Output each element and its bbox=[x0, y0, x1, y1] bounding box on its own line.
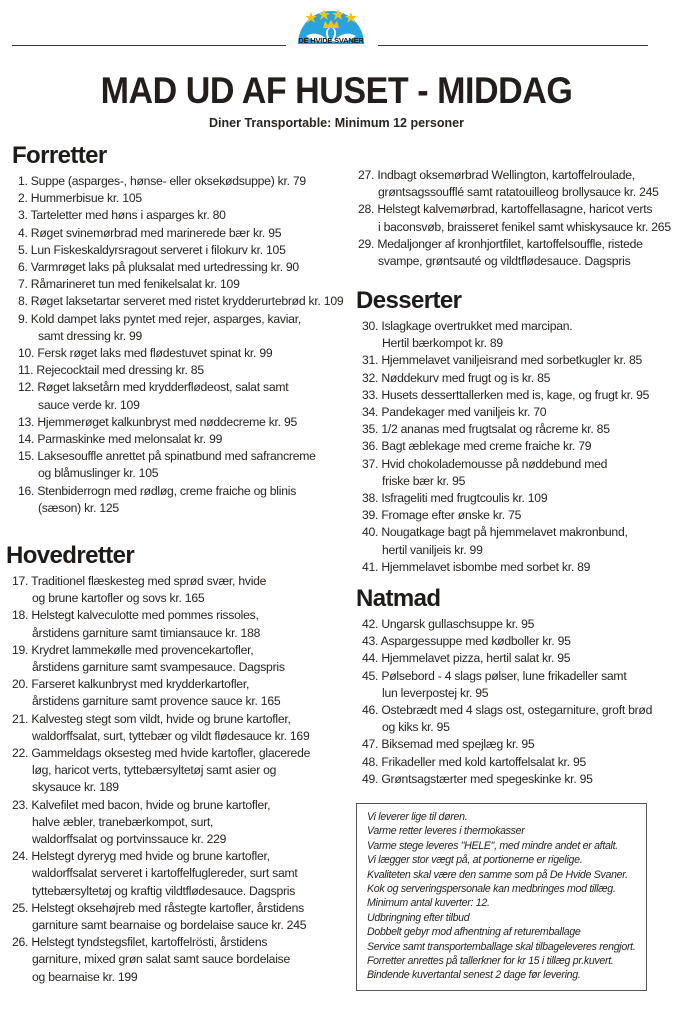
menu-item-continuation: skysauce kr. 189 bbox=[32, 780, 119, 795]
menu-item-continuation: lun leverpostej kr. 95 bbox=[382, 685, 489, 700]
menu-item bbox=[12, 573, 310, 607]
menu-item-text: 37. Hvid chokolademousse på nøddebund med bbox=[362, 456, 608, 471]
menu-item-text: 26. Helstegt tyndstegsfilet, kartoffelrösti, årstidens bbox=[12, 935, 268, 950]
menu-item bbox=[18, 311, 343, 345]
menu-item-continuation: halve æbler, tranebærkompot, surt, bbox=[32, 814, 214, 829]
menu-item-continuation: svampe, grøntsauté og vildtflødesauce. Dagspris bbox=[378, 254, 631, 269]
menu-item bbox=[12, 797, 310, 849]
menu-item-continuation: i baconsvøb, braisseret fenikel samt whiskysauce kr. 265 bbox=[378, 219, 671, 234]
menu-item-continuation: hertil vaniljeis kr. 99 bbox=[382, 542, 483, 557]
header-rule-right bbox=[378, 45, 648, 46]
menu-item-text: 43. Aspargessuppe med kødboller kr. 95 bbox=[362, 634, 571, 649]
menu-item bbox=[362, 318, 649, 352]
menu-item bbox=[362, 421, 649, 438]
menu-item-text: 2. Hummerbisue kr. 105 bbox=[18, 191, 142, 206]
section-heading: Forretter bbox=[12, 142, 107, 169]
menu-item bbox=[12, 934, 310, 986]
menu-item-continuation: og kiks kr. 95 bbox=[382, 720, 450, 735]
delivery-note: Kok og serveringspersonale kan medbringes mod tillæg. bbox=[367, 883, 616, 896]
menu-item-text: 21. Kalvesteg stegt som vildt, hvide og brune kartofler, bbox=[12, 711, 291, 726]
menu-item-text: 48. Frikadeller med kold kartoffelsalat kr. 95 bbox=[362, 754, 587, 769]
menu-item bbox=[12, 642, 310, 676]
menu-item-text: 40. Nougatkage bagt på hjemmelavet makronbund, bbox=[362, 525, 628, 540]
menu-item bbox=[362, 650, 652, 667]
menu-item-continuation: løg, haricot verts, tyttebærsyltetøj samt asier og bbox=[32, 763, 277, 778]
menu-item bbox=[362, 456, 649, 490]
section-heading: Desserter bbox=[356, 287, 462, 314]
header-rule-left bbox=[12, 45, 286, 46]
delivery-note: Varme stege leveres "HELE", med mindre andet er aftalt. bbox=[367, 839, 618, 852]
menu-item-text: 29. Medaljonger af kronhjortfilet, kartoffelsouffle, ristede bbox=[358, 236, 643, 251]
menu-item-text: 22. Gammeldags oksesteg med hvide kartofler, glacerede bbox=[12, 746, 311, 761]
menu-item-continuation: waldorffsalat, surt, tyttebær og vildt flødesauce kr. 169 bbox=[32, 728, 310, 743]
menu-item-continuation: og bearnaise kr. 199 bbox=[32, 969, 138, 984]
menu-item bbox=[18, 207, 343, 224]
page-title: MAD UD AF HUSET - MIDDAG bbox=[100, 70, 573, 111]
delivery-note: Dobbelt gebyr mod afhentning af returemballage bbox=[367, 926, 581, 939]
logo-text: DE HVIDE SVANER bbox=[298, 36, 364, 45]
menu-item-continuation: tyttebærsyltetøj og kraftig vildtflødesauce. Dagspris bbox=[32, 883, 296, 898]
menu-item-text: 28. Helstegt kalvemørbrad, kartoffellasagne, haricot verts bbox=[358, 202, 653, 217]
section-heading: Hovedretter bbox=[6, 542, 135, 569]
menu-item bbox=[362, 490, 649, 507]
menu-item-text: 16. Stenbiderrogn med rødløg, creme fraiche og blinis bbox=[18, 483, 297, 498]
menu-item bbox=[18, 276, 343, 293]
menu-item-text: 27. Indbagt oksemørbrad Wellington, kartoffelroulade, bbox=[358, 168, 635, 182]
delivery-note: Vi lægger stor vægt på, at portionerne er rigelige. bbox=[367, 854, 583, 867]
menu-item-text: 5. Lun Fiskeskaldyrsragout serveret i filokurv kr. 105 bbox=[18, 242, 286, 257]
menu-item bbox=[18, 259, 343, 276]
menu-item bbox=[362, 507, 649, 524]
menu-item-text: 36. Bagt æblekage med creme fraiche kr. 79 bbox=[362, 439, 592, 454]
delivery-notes-box bbox=[356, 803, 647, 991]
section-natmad bbox=[356, 584, 653, 788]
menu-item bbox=[12, 711, 310, 745]
menu-item-text: 33. Husets desserttallerken med is, kage, og frugt kr. 95 bbox=[362, 387, 650, 402]
menu-item-text: 12. Røget laksetårn med krydderflødeost, salat samt bbox=[18, 380, 289, 395]
menu-item-text: 39. Fromage efter ønske kr. 75 bbox=[362, 508, 522, 523]
delivery-note: Minimum antal kuverter: 12. bbox=[367, 897, 490, 910]
delivery-note: Forretter anrettes på tallerkner for kr 15 i tillæg pr.kuvert. bbox=[367, 955, 614, 968]
delivery-note: Udbringning efter tilbud bbox=[367, 911, 470, 924]
menu-item-text: 46. Ostebrædt med 4 slags ost, ostegarniture, groft brød bbox=[362, 703, 653, 718]
menu-item-continuation: garniture, mixed grøn salat samt sauce bordelaise bbox=[32, 952, 291, 967]
menu-item-text: 7. Råmarineret tun med fenikelsalat kr. 109 bbox=[18, 277, 240, 292]
menu-item-text: 45. Pølsebord - 4 slags pølser, lune frikadeller samt bbox=[362, 668, 627, 683]
menu-item bbox=[358, 167, 671, 201]
menu-item-text: 18. Helstegt kalveculotte med pommes rissoles, bbox=[12, 608, 259, 623]
menu-item bbox=[362, 524, 649, 558]
menu-item-text: 23. Kalvefilet med bacon, hvide og brune kartofler, bbox=[12, 797, 271, 812]
menu-item bbox=[362, 387, 649, 404]
menu-item-text: 8. Røget laksetartar serveret med ristet krydderurtebrød kr. 109 bbox=[18, 294, 344, 309]
menu-item bbox=[12, 848, 310, 900]
delivery-note: Kvaliteten skal være den samme som på De Hvide Svaner. bbox=[367, 868, 628, 881]
delivery-note: Vi leverer lige til døren. bbox=[367, 811, 468, 823]
menu-item-text: 13. Hjemmerøget kalkunbryst med nøddecreme kr. 95 bbox=[18, 414, 298, 429]
menu-item-text: 32. Nøddekurv med frugt og is kr. 85 bbox=[362, 370, 551, 385]
section-desserter bbox=[356, 286, 650, 576]
menu-item bbox=[362, 404, 649, 421]
delivery-note: Service samt transportemballage skal tilbageleveres rengjort. bbox=[367, 940, 636, 953]
menu-item bbox=[18, 345, 343, 362]
menu-item bbox=[18, 293, 343, 310]
menu-item-text: 24. Helstegt dyreryg med hvide og brune kartofler, bbox=[12, 849, 270, 864]
menu-item-text: 6. Varmrøget laks på pluksalat med urtedressing kr. 90 bbox=[18, 260, 299, 275]
menu-item-text: 47. Biksemad med spejlæg kr. 95 bbox=[362, 737, 535, 752]
menu-item-continuation: årstidens garniture samt provence sauce kr. 165 bbox=[32, 694, 281, 709]
menu-item bbox=[362, 736, 652, 753]
section-hovedretter bbox=[6, 541, 311, 986]
menu-item-continuation: og blåmuslinger kr. 105 bbox=[38, 466, 159, 481]
menu-item-continuation: samt dressing kr. 99 bbox=[38, 328, 143, 343]
menu-item bbox=[12, 745, 310, 797]
menu-item-text: 4. Røget svinemørbrad med marinerede bær kr. 95 bbox=[18, 225, 282, 240]
menu-item bbox=[362, 370, 649, 387]
menu-item-text: 42. Ungarsk gullaschsuppe kr. 95 bbox=[362, 617, 535, 631]
menu-item bbox=[358, 236, 671, 270]
menu-item-continuation: waldorffsalat og portvinssauce kr. 229 bbox=[32, 832, 227, 847]
menu-item-text: 3. Tarteletter med høns i asparges kr. 80 bbox=[18, 208, 226, 223]
menu-item-continuation: grøntsagssoufflé samt ratatouilleog brollysauce kr. 245 bbox=[378, 185, 659, 200]
menu-item bbox=[362, 754, 652, 771]
menu-item-continuation: sauce verde kr. 109 bbox=[38, 397, 140, 412]
menu-item bbox=[18, 173, 343, 190]
menu-item bbox=[12, 676, 310, 710]
menu-item-text: 30. Islagkage overtrukket med marcipan. bbox=[362, 319, 573, 333]
menu-item bbox=[12, 607, 310, 641]
menu-item bbox=[18, 225, 343, 242]
menu-item-text: 15. Laksesouffle anrettet på spinatbund med safrancreme bbox=[18, 449, 316, 464]
menu-item-text: 9. Kold dampet laks pyntet med rejer, asparges, kaviar, bbox=[18, 311, 301, 326]
delivery-note: Varme retter leveres i thermokasser bbox=[367, 825, 525, 838]
menu-item bbox=[362, 633, 652, 650]
menu-item bbox=[362, 438, 649, 455]
menu-item-text: 1. Suppe (asparges-, hønse- eller oksekødsuppe) kr. 79 bbox=[18, 174, 306, 188]
menu-item-text: 31. Hjemmelavet vaniljeisrand med sorbetkugler kr. 85 bbox=[362, 353, 643, 368]
menu-item-text: 35. 1/2 ananas med frugtsalat og råcreme kr. 85 bbox=[362, 422, 610, 437]
menu-item bbox=[362, 771, 652, 788]
menu-item-text: 34. Pandekager med vaniljeis kr. 70 bbox=[362, 405, 547, 420]
menu-item-text: 19. Krydret lammekølle med provencekartofler, bbox=[12, 642, 254, 657]
menu-item-text: 25. Helstegt oksehøjreb med råstegte kartofler, årstidens bbox=[12, 900, 304, 915]
section-hovedretter-continued bbox=[358, 167, 671, 270]
menu-item-text: 17. Traditionel flæskesteg med sprød svær, hvide bbox=[12, 574, 267, 588]
menu-item bbox=[362, 352, 649, 369]
menu-item-text: 38. Isfrageliti med frugtcoulis kr. 109 bbox=[362, 491, 548, 506]
menu-item-continuation: (sæson) kr. 125 bbox=[38, 500, 119, 515]
menu-item-continuation: årstidens garniture samt timiansauce kr. 188 bbox=[32, 625, 261, 640]
menu-item bbox=[18, 190, 343, 207]
menu-item bbox=[362, 616, 652, 633]
menu-item-continuation: Hertil bærkompot kr. 89 bbox=[382, 336, 503, 351]
menu-item bbox=[18, 483, 343, 517]
menu-item-text: 44. Hjemmelavet pizza, hertil salat kr. 95 bbox=[362, 651, 571, 666]
menu-item-continuation: og brune kartofler og sovs kr. 165 bbox=[32, 591, 205, 606]
menu-item-text: 20. Farseret kalkunbryst med krydderkartofler, bbox=[12, 677, 250, 692]
menu-item bbox=[18, 242, 343, 259]
menu-item bbox=[12, 900, 310, 934]
menu-item-continuation: friske bær kr. 95 bbox=[382, 473, 466, 488]
menu-item-continuation: waldorffsalat serveret i kartoffelfuglereder, surt samt bbox=[32, 866, 298, 881]
menu-item-text: 41. Hjemmelavet isbombe med sorbet kr. 89 bbox=[362, 559, 591, 574]
menu-item-text: 49. Grøntsagstærter med spegeskinke kr. 95 bbox=[362, 771, 593, 786]
menu-item bbox=[362, 559, 649, 576]
menu-item bbox=[358, 201, 671, 235]
menu-item bbox=[18, 414, 343, 431]
menu-item bbox=[362, 668, 652, 702]
section-heading: Natmad bbox=[356, 585, 441, 612]
menu-item bbox=[18, 448, 343, 482]
menu-item bbox=[18, 362, 343, 379]
section-forretter bbox=[12, 141, 344, 517]
menu-item bbox=[18, 431, 343, 448]
menu-item-text: 11. Rejecocktail med dressing kr. 85 bbox=[18, 363, 204, 378]
menu-item-continuation: garniture samt bearnaise og bordelaise sauce kr. 245 bbox=[32, 918, 307, 933]
menu-item-text: 14. Parmaskinke med melonsalat kr. 99 bbox=[18, 432, 223, 447]
menu-item-continuation: årstidens garniture samt svampesauce. Dagspris bbox=[32, 660, 285, 675]
menu-item-text: 10. Fersk røget laks med flødestuvet spinat kr. 99 bbox=[18, 346, 273, 361]
page-subtitle: Diner Transportable: Minimum 12 personer bbox=[209, 116, 464, 130]
menu-item bbox=[18, 379, 343, 413]
menu-item bbox=[362, 702, 652, 736]
delivery-note: Bindende kuvertantal senest 2 dage før levering. bbox=[367, 969, 581, 982]
